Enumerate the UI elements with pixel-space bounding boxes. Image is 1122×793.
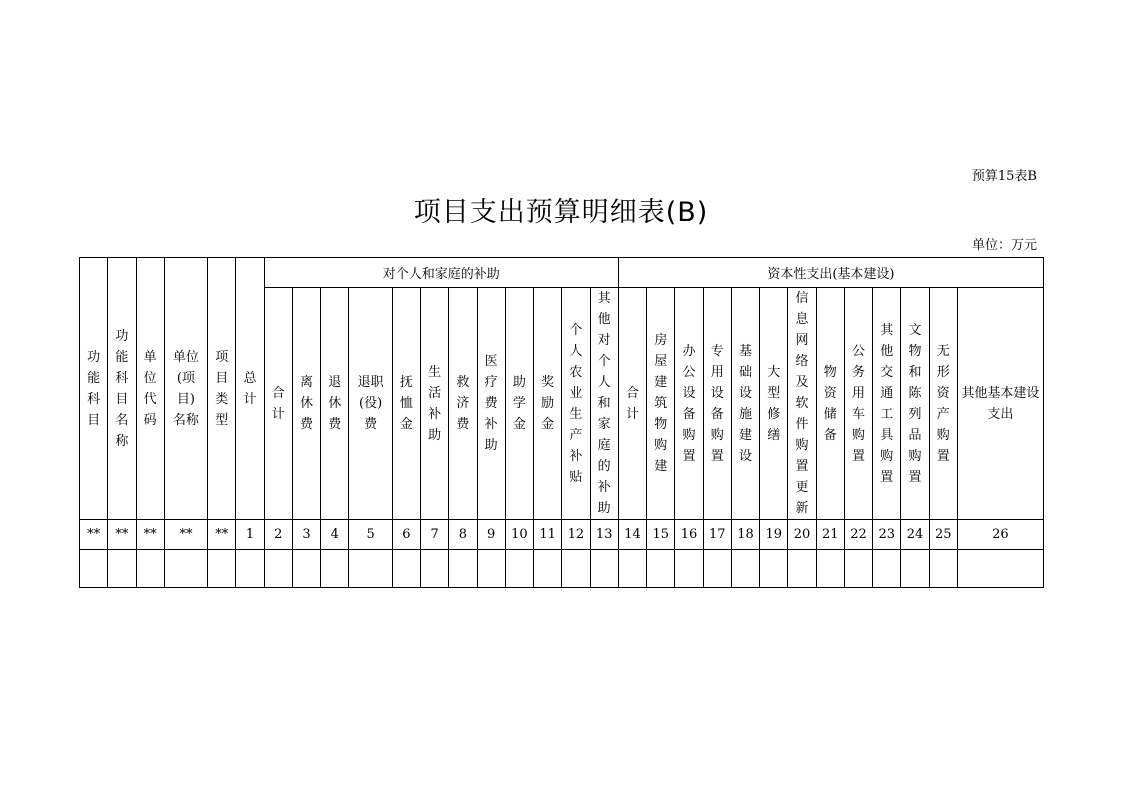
data-cell [108,550,136,588]
data-cell [477,550,505,588]
data-cell [264,550,292,588]
data-cell [844,550,872,588]
data-cell [505,550,533,588]
header-living-subsidy: 生活补助 [421,288,449,520]
data-cell [392,550,420,588]
data-cell [760,550,788,588]
data-cell [703,550,731,588]
column-number: 8 [449,520,477,550]
header-student-aid: 助学金 [505,288,533,520]
data-cell [618,550,646,588]
header-building: 房屋建筑物购建 [647,288,675,520]
page-title: 项目支出预算明细表(B) [413,197,709,228]
column-number: 24 [901,520,929,550]
column-number: 23 [873,520,901,550]
data-cell [349,550,392,588]
header-cultural-relics: 文物和陈列品购置 [901,288,929,520]
header-medical-subsidy: 医疗费补助 [477,288,505,520]
header-personal-subtotal: 合计 [264,288,292,520]
column-number: ** [108,520,136,550]
column-number-row [80,520,1044,550]
header-it-network: 信息网络及软件购置更新 [788,288,816,520]
column-number: 18 [731,520,759,550]
data-cell [929,550,957,588]
header-function-subject-name: 功能科目名称 [108,258,136,520]
unit-label: 单位：万元 [971,238,1037,253]
column-number: 5 [349,520,392,550]
header-other-transport: 其他交通工具购置 [873,288,901,520]
column-number: 10 [505,520,533,550]
data-cell [292,550,320,588]
data-cell [236,550,264,588]
data-cell [901,550,929,588]
header-unit-name: 单位(项目)名称 [164,258,207,520]
column-number: 1 [236,520,264,550]
column-number: 17 [703,520,731,550]
column-number: ** [164,520,207,550]
header-office-equipment: 办公设备购置 [675,288,703,520]
column-number: 20 [788,520,816,550]
header-infrastructure: 基础设施建设 [731,288,759,520]
column-number: 19 [760,520,788,550]
data-cell [957,550,1043,588]
data-cell [788,550,816,588]
empty-data-row [80,550,1044,588]
header-resignation: 退职(役)费 [349,288,392,520]
column-number: 26 [957,520,1043,550]
data-cell [421,550,449,588]
header-agri-subsidy: 个人农业生产补贴 [562,288,590,520]
data-cell [164,550,207,588]
header-other-personal: 其他对个人和家庭的补助 [590,288,618,520]
group-header-capital: 资本性支出(基本建设) [618,258,1043,288]
column-number: 6 [392,520,420,550]
header-project-type: 项目类型 [208,258,236,520]
header-capital-subtotal: 合计 [618,288,646,520]
column-number: 12 [562,520,590,550]
column-number: 3 [292,520,320,550]
column-number: 21 [816,520,844,550]
data-cell [873,550,901,588]
column-number: ** [136,520,164,550]
data-cell [590,550,618,588]
column-number: 16 [675,520,703,550]
data-cell [816,550,844,588]
data-cell [534,550,562,588]
data-cell [321,550,349,588]
column-number: 13 [590,520,618,550]
budget-table [79,257,1044,588]
column-number: 4 [321,520,349,550]
header-function-subject: 功能科目 [80,258,108,520]
column-number: 14 [618,520,646,550]
header-major-repair: 大型修缮 [760,288,788,520]
group-header-personal: 对个人和家庭的补助 [264,258,618,288]
column-number: 22 [844,520,872,550]
header-special-equipment: 专用设备购置 [703,288,731,520]
header-material-reserve: 物资储备 [816,288,844,520]
column-number: 7 [421,520,449,550]
data-cell [208,550,236,588]
form-code: 预算15表B [971,169,1037,184]
data-cell [449,550,477,588]
header-award: 奖励金 [534,288,562,520]
column-number: 2 [264,520,292,550]
header-official-vehicle: 公务用车购置 [844,288,872,520]
column-number: ** [208,520,236,550]
header-relief: 救济费 [449,288,477,520]
column-number: ** [80,520,108,550]
data-cell [562,550,590,588]
data-cell [136,550,164,588]
column-number: 9 [477,520,505,550]
data-cell [80,550,108,588]
header-grand-total: 总计 [236,258,264,520]
header-other-capital: 其他基本建设支出 [957,288,1043,520]
column-number: 11 [534,520,562,550]
header-unit-code: 单位代码 [136,258,164,520]
data-cell [675,550,703,588]
header-pension: 抚恤金 [392,288,420,520]
header-retirement-cadre: 离休费 [292,288,320,520]
header-intangible-assets: 无形资产购置 [929,288,957,520]
data-cell [647,550,675,588]
column-number: 25 [929,520,957,550]
data-cell [731,550,759,588]
column-number: 15 [647,520,675,550]
header-retirement: 退休费 [321,288,349,520]
